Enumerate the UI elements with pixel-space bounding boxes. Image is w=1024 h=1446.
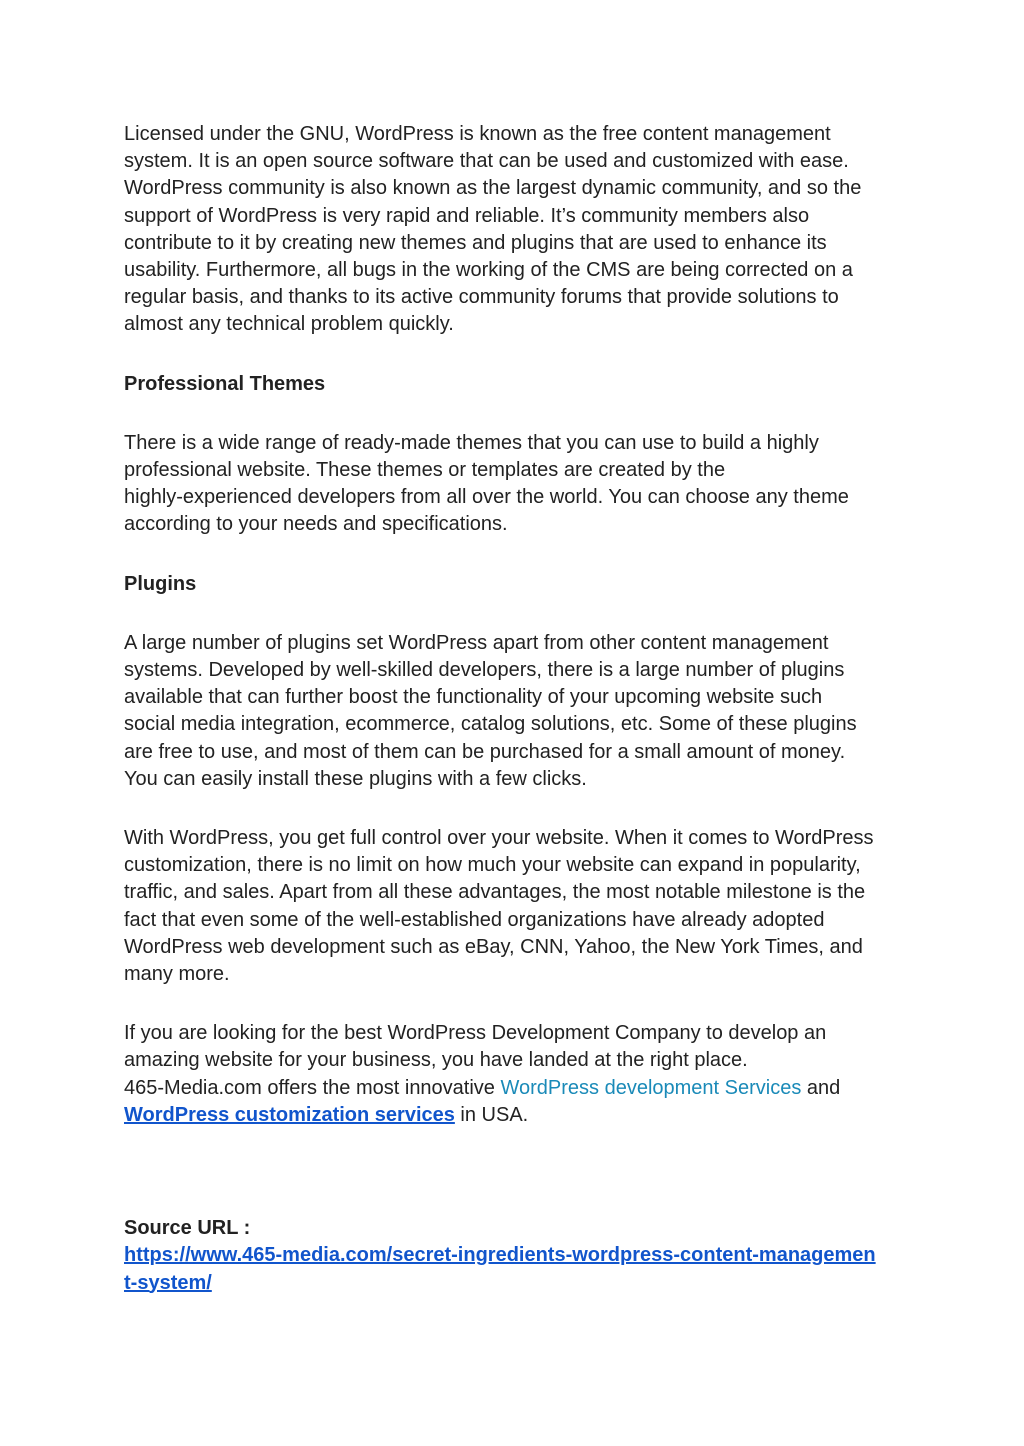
text-line: according to your needs and specifications.	[124, 513, 508, 536]
text-line: social media integration, ecommerce, catalog solutions, etc. Some of these plugins	[124, 713, 857, 736]
professional-themes-heading: Professional Themes	[124, 372, 326, 395]
text-line: amazing website for your business, you have landed at the right place.	[124, 1049, 748, 1072]
text-line: support of WordPress is very rapid and reliable. It’s community members also	[124, 204, 810, 227]
text-line: regular basis, and thanks to its active community forums that provide solutions to	[124, 286, 839, 309]
text-line: WordPress community is also known as the largest dynamic community, and so the	[124, 177, 862, 200]
wordpress-development-services-link[interactable]: WordPress development Services	[500, 1076, 802, 1099]
text-segment: 465-Media.com offers the most innovative	[124, 1076, 501, 1099]
text-line: customization, there is no limit on how much your website can expand in popularity,	[124, 854, 861, 877]
text-line: professional website. These themes or templates are created by the	[124, 459, 726, 482]
text-line: almost any technical problem quickly.	[124, 313, 454, 336]
text-line: WordPress web development such as eBay, CNN, Yahoo, the New York Times, and	[124, 935, 863, 958]
text-line: Licensed under the GNU, WordPress is known as the free content management	[124, 123, 831, 145]
text-line: A large number of plugins set WordPress apart from other content management	[124, 631, 829, 654]
text-line: With WordPress, you get full control over your website. When it comes to WordPress	[124, 827, 874, 850]
themes-paragraph	[124, 430, 904, 539]
source-url-label: Source URL :	[124, 1217, 251, 1240]
source-section	[124, 1215, 904, 1297]
source-url-line: https://www.465-media.com/secret-ingredients-wordpress-content-managemen	[124, 1244, 876, 1267]
text-line: contribute to it by creating new themes and plugins that are used to enhance its	[124, 231, 827, 254]
text-segment: in USA.	[454, 1103, 529, 1126]
control-paragraph	[124, 825, 904, 988]
text-line: usability. Furthermore, all bugs in the working of the CMS are being corrected on a	[124, 259, 853, 282]
text-line: available that can further boost the functionality of your upcoming website such	[124, 686, 823, 709]
document-page	[124, 121, 904, 1297]
text-segment: and	[801, 1076, 841, 1099]
text-line: are free to use, and most of them can be purchased for a small amount of money.	[124, 740, 846, 763]
source-url-line: t-system/	[124, 1271, 212, 1294]
source-url-link[interactable]	[124, 1242, 904, 1293]
text-line: highly-experienced developers from all over the world. You can choose any theme	[124, 486, 849, 509]
wordpress-customization-services-link[interactable]: WordPress customization services	[124, 1103, 455, 1126]
plugins-heading: Plugins	[124, 572, 197, 595]
text-line: You can easily install these plugins with a few clicks.	[124, 767, 587, 790]
intro-paragraph	[124, 121, 904, 339]
text-line: traffic, and sales. Apart from all these advantages, the most notable milestone is the	[124, 881, 866, 904]
plugins-paragraph	[124, 630, 904, 793]
cta-paragraph	[124, 1020, 904, 1129]
text-line: many more.	[124, 963, 230, 986]
text-line: system. It is an open source software that can be used and customized with ease.	[124, 150, 849, 173]
text-line: If you are looking for the best WordPress Development Company to develop an	[124, 1022, 827, 1045]
text-line: systems. Developed by well-skilled developers, there is a large number of plugins	[124, 659, 845, 682]
text-line: fact that even some of the well-established organizations have already adopted	[124, 908, 825, 931]
text-line: There is a wide range of ready-made themes that you can use to build a highly	[124, 431, 819, 454]
